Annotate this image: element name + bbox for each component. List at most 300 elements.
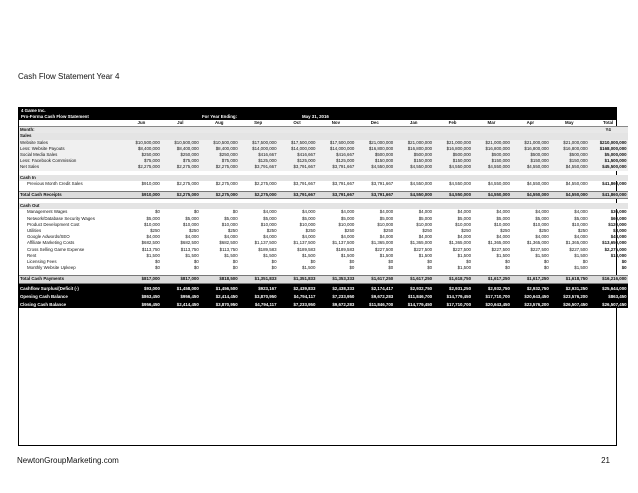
month-value: $227,500 <box>530 246 549 252</box>
row-total: $45,500,000 <box>589 164 628 170</box>
month-value: $500,000 <box>433 152 472 158</box>
month-value: $75,000 <box>161 158 200 164</box>
month-value: $4,550,000 <box>511 192 550 199</box>
month-value: $10,000 <box>299 221 316 227</box>
month-value: $4,550,000 <box>355 164 394 170</box>
month-value: $0 <box>349 265 355 271</box>
month-value: $2,931,250 <box>550 286 589 292</box>
month-value: $21,000,000 <box>511 140 550 146</box>
month-value: $189,583 <box>297 246 316 252</box>
month-value: $4,550,000 <box>472 192 511 199</box>
row-label: Total Cash Receipts <box>19 192 122 199</box>
month-value: $150,000 <box>472 158 511 164</box>
month-value: $4,000 <box>379 234 394 240</box>
total-header: Total <box>589 120 628 127</box>
month-cell <box>394 127 433 134</box>
row-label: Google Adwords/SEO <box>27 234 70 240</box>
month-value: $2,414,450 <box>200 294 239 300</box>
row-total: $1,500,000 <box>589 158 628 164</box>
month-value: $10,500,000 <box>122 140 161 146</box>
month-value: $1,500 <box>185 252 199 258</box>
row-label: Cashflow Surplus/(Deficit (-) <box>19 286 122 292</box>
month-value: $16,800,000 <box>355 146 394 152</box>
month-value: $1,137,500 <box>293 240 316 246</box>
row-label: Website Sales <box>19 140 122 146</box>
month-header: Jun <box>122 120 161 127</box>
row-total: $26,507,450 <box>589 302 628 308</box>
month-value: $4,000 <box>185 234 199 240</box>
month-value: $17,500,000 <box>278 140 317 146</box>
month-header: Sep <box>239 120 278 127</box>
header-blank <box>19 120 122 127</box>
month-value: $4,000 <box>302 234 316 240</box>
month-value: $3,791,667 <box>316 192 355 199</box>
month-value: $5,000 <box>418 215 433 221</box>
month-value: $3,791,667 <box>332 180 355 186</box>
month-value: $17,710,700 <box>433 302 472 308</box>
row-total: $120,000 <box>608 221 627 227</box>
month-value: $150,000 <box>511 158 550 164</box>
month-value: $4,550,000 <box>394 192 433 199</box>
month-value: $0 <box>155 209 160 215</box>
row-label: Licensing Fees <box>27 259 57 265</box>
month-value: $5,000 <box>379 215 394 221</box>
month-value: $2,174,417 <box>355 286 394 292</box>
month-value: $1,500 <box>574 265 588 271</box>
month-value: $250,000 <box>200 152 239 158</box>
month-value: $910,000 <box>141 180 160 186</box>
row-total: $48,000 <box>610 234 627 240</box>
month-value: $250 <box>577 228 588 234</box>
month-value: $10,000 <box>221 221 238 227</box>
month-value: $1,500 <box>418 252 433 258</box>
month-value: $150,000 <box>433 158 472 164</box>
month-value: $7,233,950 <box>316 294 355 300</box>
table-row <box>19 192 628 199</box>
month-value: $682,500 <box>180 240 199 246</box>
row-total: $0 <box>621 265 627 271</box>
month-value: $1,500 <box>379 252 394 258</box>
month-value: $4,550,000 <box>433 164 472 170</box>
month-value: $10,500,000 <box>200 140 239 146</box>
month-cell <box>550 127 589 134</box>
month-value: $682,500 <box>141 240 160 246</box>
month-value: $1,353,333 <box>316 276 355 283</box>
month-value: $10,000 <box>260 221 277 227</box>
row-label: Total Cash Payments <box>19 276 122 283</box>
row-total: $168,000,000 <box>589 146 628 152</box>
month-value: $0 <box>232 265 238 271</box>
month-header: Dec <box>355 120 394 127</box>
month-value: $5,000 <box>496 215 510 221</box>
month-value: $4,000 <box>263 209 277 215</box>
month-value: $250 <box>189 228 199 234</box>
month-value: $7,233,950 <box>278 302 317 308</box>
month-value: $818,500 <box>200 276 239 283</box>
month-cell <box>122 127 161 134</box>
month-value: $2,931,250 <box>433 286 472 292</box>
month-value: $250 <box>344 228 355 234</box>
row-label: Affiliate Marketing Costs <box>27 240 75 246</box>
month-value: $16,800,000 <box>433 146 472 152</box>
month-value: $4,550,000 <box>550 192 589 199</box>
month-value: $21,000,000 <box>433 140 472 146</box>
month-value: $2,275,000 <box>122 164 161 170</box>
month-value: $10,000 <box>144 221 160 227</box>
row-total: $25,644,000 <box>589 286 628 292</box>
row-total: $36,000 <box>610 209 627 215</box>
month-value: $0 <box>349 259 355 265</box>
row-total: $5,000,000 <box>589 152 628 158</box>
month-value: $16,800,000 <box>472 146 511 152</box>
month-value: $4,000 <box>379 209 394 215</box>
month-header: Apr <box>511 120 550 127</box>
month-value: $4,550,000 <box>449 180 472 186</box>
row-label: Rent <box>27 252 37 258</box>
company-name: 4 Game Inc. <box>21 108 46 113</box>
month-value: $4,000 <box>535 209 549 215</box>
month-value: $2,439,833 <box>278 286 317 292</box>
row-label: Previous Month Credit Sales <box>27 180 83 186</box>
month-value: $4,000 <box>496 234 510 240</box>
month-value: $0 <box>193 209 199 215</box>
month-header: May <box>550 120 589 127</box>
month-value: $1,137,500 <box>254 240 277 246</box>
month-value: $4,000 <box>146 234 160 240</box>
month-value: $17,710,700 <box>472 294 511 300</box>
month-value: $16,800,000 <box>550 146 589 152</box>
table-row <box>19 302 628 308</box>
total-year-label: Y4 <box>589 127 628 134</box>
month-header: Feb <box>433 120 472 127</box>
month-value: $14,000,000 <box>316 146 355 152</box>
month-value: $910,000 <box>122 192 161 199</box>
month-value: $11,846,700 <box>394 294 433 300</box>
month-value: $3,791,667 <box>371 180 394 186</box>
row-label: Social Media Sales <box>19 152 122 158</box>
month-value: $1,137,500 <box>332 240 355 246</box>
month-value: $4,550,000 <box>550 164 589 170</box>
month-value: $1,500 <box>457 265 472 271</box>
month-value: $0 <box>193 259 199 265</box>
month-value: $125,000 <box>316 158 355 164</box>
month-value: $1,500 <box>496 252 510 258</box>
month-cell <box>511 127 550 134</box>
month-value: $16,800,000 <box>511 146 550 152</box>
month-value: $0 <box>310 259 316 265</box>
month-value: $113,750 <box>219 246 238 252</box>
period-label: For Year Ending: <box>202 114 238 119</box>
month-value: $8,400,000 <box>200 146 239 152</box>
slide-title: Cash Flow Statement Year 4 <box>18 72 120 81</box>
month-value: $1,618,750 <box>433 276 472 283</box>
month-value: $5,000 <box>146 215 160 221</box>
month-value: $0 <box>427 265 433 271</box>
month-value: $250 <box>461 228 472 234</box>
month-value: $0 <box>388 265 394 271</box>
month-value: $250 <box>150 228 160 234</box>
month-value: $4,794,117 <box>239 302 278 308</box>
month-value: $10,000 <box>455 221 472 227</box>
month-value: $3,791,667 <box>239 164 278 170</box>
month-value: $20,643,450 <box>472 302 511 308</box>
row-label: Sales <box>19 133 122 139</box>
month-value: $0 <box>543 259 549 265</box>
month-value: $4,000 <box>457 209 472 215</box>
month-value: $1,500 <box>263 252 277 258</box>
month-value: $4,000 <box>340 234 355 240</box>
row-label: Closing Cash Balance <box>19 302 122 308</box>
period-value: May 31, 2016 <box>302 114 329 119</box>
month-value: $21,000,000 <box>550 140 589 146</box>
statement-title: Pro-Forma Cash Flow Statement <box>21 114 89 119</box>
row-total: $13,650,000 <box>602 240 627 246</box>
month-value: $5,000 <box>185 215 199 221</box>
month-value: $4,000 <box>302 209 316 215</box>
row-total: $41,860,000 <box>589 192 628 199</box>
row-total: $41,860,000 <box>602 180 627 186</box>
month-value: $4,550,000 <box>526 180 549 186</box>
month-value: $1,618,750 <box>550 276 589 283</box>
month-value: $416,667 <box>278 152 317 158</box>
month-value: $5,000 <box>574 215 588 221</box>
row-total: $3,000 <box>613 228 627 234</box>
month-value: $1,365,000 <box>371 240 394 246</box>
month-value: $0 <box>271 265 277 271</box>
month-value: $5,000 <box>457 215 472 221</box>
cash-flow-spreadsheet <box>18 107 627 446</box>
month-cell <box>355 127 394 134</box>
month-value: $2,275,000 <box>161 192 200 199</box>
month-value: $75,000 <box>122 158 161 164</box>
month-value: $23,576,200 <box>550 294 589 300</box>
month-value: $923,167 <box>239 286 278 292</box>
month-value: $20,643,450 <box>511 294 550 300</box>
month-value: $113,750 <box>180 246 199 252</box>
row-label: Utilities <box>27 228 42 234</box>
row-label: Less: Website Payouts <box>19 146 122 152</box>
month-cell <box>239 127 278 134</box>
month-value: $2,275,000 <box>215 180 238 186</box>
row-label: Cash Out <box>19 203 122 209</box>
month-value: $1,500 <box>224 252 238 258</box>
month-value: $227,500 <box>452 246 472 252</box>
footer-website: NewtonGroupMarketing.com <box>17 456 119 465</box>
month-value: $2,275,000 <box>161 164 200 170</box>
month-value: $0 <box>155 265 160 271</box>
month-value: $17,500,000 <box>239 140 278 146</box>
month-value: $10,000 <box>338 221 355 227</box>
month-value: $956,450 <box>122 302 161 308</box>
month-cell <box>316 127 355 134</box>
month-value: $250 <box>227 228 238 234</box>
month-value: $4,000 <box>418 209 433 215</box>
month-value: $0 <box>543 265 549 271</box>
month-value: $10,000 <box>182 221 199 227</box>
month-cell <box>472 127 511 134</box>
month-value: $21,000,000 <box>355 140 394 146</box>
month-header: Mar <box>472 120 511 127</box>
month-header: Oct <box>278 120 317 127</box>
month-value: $0 <box>427 259 433 265</box>
month-value: $250,000 <box>122 152 161 158</box>
row-label: Less: Facebook Commission <box>19 158 122 164</box>
row-label: Network/Database Security Wages <box>27 215 95 221</box>
month-value: $2,932,750 <box>394 286 433 292</box>
month-value: $17,500,000 <box>316 140 355 146</box>
month-value: $0 <box>232 209 238 215</box>
month-value: $5,000 <box>224 215 238 221</box>
month-value: $150,000 <box>355 158 394 164</box>
month-value: $189,583 <box>336 246 355 252</box>
month-value: $500,000 <box>550 152 589 158</box>
month-value: $0 <box>505 259 510 265</box>
month-value: $1,365,000 <box>410 240 433 246</box>
month-value: $1,365,000 <box>526 240 549 246</box>
month-value: $1,365,000 <box>449 240 472 246</box>
month-value: $14,779,450 <box>394 302 433 308</box>
month-value: $26,507,450 <box>550 302 589 308</box>
month-value: $10,000 <box>416 221 433 227</box>
month-value: $250 <box>305 228 316 234</box>
month-value: $817,000 <box>161 276 200 283</box>
month-value: $0 <box>193 265 199 271</box>
month-value: $14,000,000 <box>239 146 278 152</box>
month-value: $1,458,000 <box>161 286 200 292</box>
month-value: $2,932,750 <box>511 286 550 292</box>
month-value: $10,000 <box>494 221 510 227</box>
month-value: $3,791,667 <box>293 180 316 186</box>
month-header-row <box>19 120 628 127</box>
month-value: $5,000 <box>340 215 355 221</box>
month-value: $3,791,667 <box>355 192 394 199</box>
month-value: $3,791,667 <box>278 164 317 170</box>
month-value: $1,500 <box>340 252 355 258</box>
month-label-row <box>19 127 628 134</box>
month-value: $16,800,000 <box>394 146 433 152</box>
month-value: $817,000 <box>122 276 161 283</box>
month-value: $4,000 <box>535 234 549 240</box>
month-value: $1,456,500 <box>200 286 239 292</box>
month-value: $4,550,000 <box>433 192 472 199</box>
month-value: $21,000,000 <box>394 140 433 146</box>
month-value: $2,932,750 <box>472 286 511 292</box>
row-label: Net Sales <box>19 164 122 170</box>
row-total: $210,000,000 <box>589 140 628 146</box>
month-value: $4,550,000 <box>472 164 511 170</box>
month-value: $4,000 <box>574 209 588 215</box>
month-value: $0 <box>466 259 472 265</box>
month-value: $0 <box>155 259 160 265</box>
month-value: $250 <box>539 228 549 234</box>
row-total: $863,450 <box>589 294 628 300</box>
month-value: $5,000 <box>302 215 316 221</box>
month-value: $3,870,950 <box>200 302 239 308</box>
month-value: $863,450 <box>122 294 161 300</box>
month-value: $1,500 <box>146 252 160 258</box>
month-header: Jul <box>161 120 200 127</box>
month-cell <box>161 127 200 134</box>
month-value: $8,400,000 <box>161 146 200 152</box>
month-value: $1,617,250 <box>394 276 433 283</box>
month-value: $75,000 <box>200 158 239 164</box>
month-value: $3,791,667 <box>316 164 355 170</box>
month-value: $5,000 <box>535 215 549 221</box>
month-value: $2,275,000 <box>254 180 277 186</box>
month-value: $4,000 <box>263 234 277 240</box>
month-value: $0 <box>505 265 510 271</box>
month-value: $250 <box>422 228 433 234</box>
row-total: $2,275,000 <box>604 246 627 252</box>
month-value: $2,438,333 <box>316 286 355 292</box>
month-value: $1,617,250 <box>472 276 511 283</box>
month-value: $1,500 <box>457 252 472 258</box>
month-header: Aug <box>200 120 239 127</box>
month-value: $93,000 <box>122 286 161 292</box>
month-value: $4,550,000 <box>487 180 510 186</box>
month-value: $4,550,000 <box>394 164 433 170</box>
month-value: $956,450 <box>161 294 200 300</box>
month-value: $1,500 <box>302 252 316 258</box>
row-label: Opening Cash Balance <box>19 294 122 300</box>
month-value: $250 <box>500 228 510 234</box>
month-value: $227,500 <box>491 246 510 252</box>
month-value: $1,365,000 <box>487 240 510 246</box>
month-value: $11,846,700 <box>355 302 394 308</box>
month-value: $4,000 <box>418 234 433 240</box>
month-value: $1,617,250 <box>355 276 394 283</box>
month-value: $500,000 <box>394 152 433 158</box>
month-value: $0 <box>271 259 277 265</box>
month-cell <box>433 127 472 134</box>
row-label: Cash In <box>19 175 122 181</box>
month-value: $1,365,000 <box>565 240 588 246</box>
month-value: $1,351,833 <box>239 276 278 283</box>
month-value: $4,000 <box>224 234 238 240</box>
month-header: Nov <box>316 120 355 127</box>
month-value: $4,000 <box>457 234 472 240</box>
cash-flow-table <box>19 120 628 308</box>
month-value: $189,583 <box>258 246 277 252</box>
month-value: $125,000 <box>239 158 278 164</box>
month-value: $1,500 <box>302 265 316 271</box>
month-cell <box>200 127 239 134</box>
month-value: $2,275,000 <box>239 192 278 199</box>
month-value: $227,500 <box>569 246 588 252</box>
month-value: $113,750 <box>141 246 160 252</box>
month-value: $2,275,000 <box>200 164 239 170</box>
month-value: $0 <box>232 259 238 265</box>
month-value: $2,275,000 <box>200 192 239 199</box>
month-value: $5,000 <box>263 215 277 221</box>
month-value: $9,672,283 <box>316 302 355 308</box>
month-value: $500,000 <box>355 152 394 158</box>
month-value: $14,000,000 <box>278 146 317 152</box>
month-value: $125,000 <box>278 158 317 164</box>
month-value: $2,275,000 <box>176 180 199 186</box>
month-cell <box>278 127 317 134</box>
month-value: $14,779,450 <box>433 294 472 300</box>
month-value: $1,500 <box>574 252 588 258</box>
row-total: $18,000 <box>610 252 627 258</box>
month-value: $416,667 <box>316 152 355 158</box>
month-value: $250,000 <box>161 152 200 158</box>
month-value: $682,500 <box>219 240 238 246</box>
month-header: Jan <box>394 120 433 127</box>
month-value: $3,870,950 <box>239 294 278 300</box>
month-value: $10,000 <box>571 221 588 227</box>
month-value: $250 <box>383 228 394 234</box>
